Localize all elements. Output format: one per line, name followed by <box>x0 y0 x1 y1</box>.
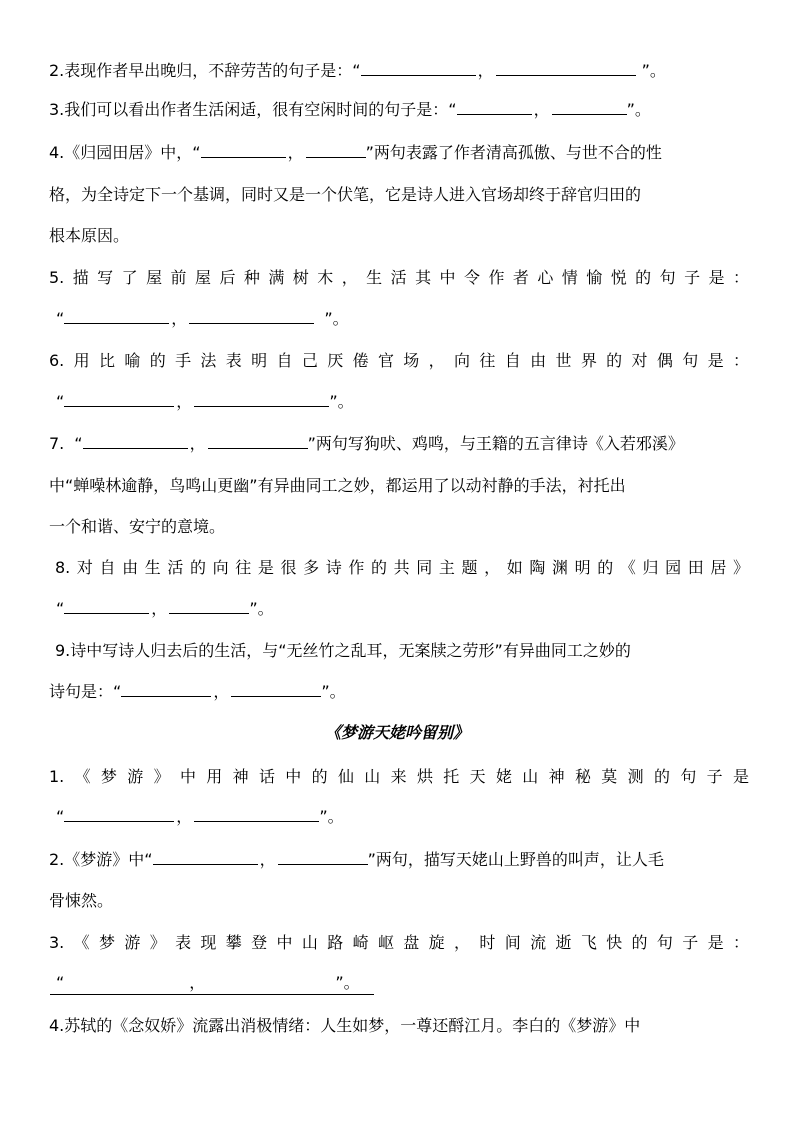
quote-open: “ <box>56 392 65 411</box>
quote-open: “ <box>74 434 83 453</box>
comma: ， <box>287 143 304 162</box>
answer-blank[interactable] <box>306 142 366 158</box>
quote-close: ”。 <box>249 599 274 618</box>
answer-blank[interactable] <box>189 308 314 324</box>
poem-question-2-line-2: 骨悚然。 <box>49 891 114 910</box>
question-5-answer <box>56 308 756 330</box>
question-3 <box>49 99 749 121</box>
question-text: ”两句写狗吠、鸡鸣，与王籍的五言律诗《入若邪溪》 <box>307 434 684 453</box>
comma: ， <box>176 807 193 826</box>
answer-blank[interactable] <box>64 806 174 822</box>
poem-question-4: 4.苏轼的《念奴娇》流露出消极情绪：人生如梦，一尊还酹江月。李白的《梦游》中 <box>49 1016 641 1035</box>
question-4-line-3: 根本原因。 <box>49 226 130 245</box>
quote-open: “ <box>113 682 122 701</box>
quote-close: ”。 <box>335 973 360 992</box>
comma: ， <box>189 434 206 453</box>
comma: ， <box>151 599 168 618</box>
quote-open: “ <box>448 100 457 119</box>
comma: ， <box>259 850 276 869</box>
quote-close: ”。 <box>319 807 344 826</box>
question-text: 7. <box>49 434 65 453</box>
answer-blank[interactable] <box>169 598 249 614</box>
quote-open: “ <box>144 850 153 869</box>
comma: ， <box>213 682 230 701</box>
question-text: 2.表现作者早出晚归，不辞劳苦的句子是： <box>49 61 353 80</box>
comma: ， <box>189 973 206 992</box>
poem-question-1: 1.《梦游》中用神话中的仙山来烘托天姥山神秘莫测的句子是 <box>49 767 749 786</box>
quote-open: “ <box>56 807 65 826</box>
answer-blank[interactable] <box>64 598 149 614</box>
question-9: 9.诗中写诗人归去后的生活，与“无丝竹之乱耳，无案牍之劳形”有异曲同工之妙的 <box>55 641 631 660</box>
comma: ， <box>533 100 550 119</box>
question-7-line-3: 一个和谐、安宁的意境。 <box>49 517 226 536</box>
question-8: 8.对自由生活的向往是很多诗作的共同主题，如陶渊明的《归园田居》 <box>55 558 749 577</box>
question-4-line-2: 格，为全诗定下一个基调，同时又是一个伏笔，它是诗人进入官场却终于辞官归田的 <box>49 185 642 204</box>
answer-blank[interactable] <box>496 60 636 76</box>
quote-open: “ <box>56 309 65 328</box>
quote-close: ”。 <box>626 100 651 119</box>
poem-question-2 <box>49 849 749 871</box>
answer-blank[interactable] <box>278 849 368 865</box>
quote-open: “ <box>352 61 361 80</box>
answer-blank[interactable] <box>457 99 532 115</box>
question-text: 4.《归园田居》中， <box>49 143 193 162</box>
question-4 <box>49 142 749 164</box>
quote-open: “ <box>192 143 201 162</box>
answer-blank[interactable] <box>64 391 174 407</box>
answer-blank[interactable] <box>121 681 211 697</box>
answer-blank[interactable] <box>231 681 321 697</box>
answer-blank[interactable] <box>153 849 258 865</box>
question-7-line-2: 中“蝉噪林逾静，鸟鸣山更幽”有异曲同工之妙，都运用了以动衬静的手法，衬托出 <box>49 476 626 495</box>
question-6: 6.用比喻的手法表明自己厌倦官场，向往自由世界的对偶句是： <box>49 351 749 370</box>
question-9-answer <box>49 681 749 703</box>
question-2 <box>49 60 749 82</box>
quote-close: ”。 <box>329 392 354 411</box>
quote-close: ”。 <box>321 682 346 701</box>
poem-question-3: 3.《梦游》表现攀登中山路崎岖盘旋，时间流逝飞快的句子是： <box>49 933 749 952</box>
answer-blank[interactable] <box>201 142 286 158</box>
comma: ， <box>176 392 193 411</box>
comma: ， <box>171 309 188 328</box>
question-text: 2.《梦游》中 <box>49 850 145 869</box>
answer-blank[interactable] <box>208 433 308 449</box>
answer-underline[interactable] <box>50 972 374 995</box>
answer-blank[interactable] <box>64 308 169 324</box>
quote-open: “ <box>56 599 65 618</box>
poem-question-1-answer <box>56 806 756 828</box>
question-text: ”两句表露了作者清高孤傲、与世不合的性 <box>365 143 662 162</box>
answer-blank[interactable] <box>552 99 627 115</box>
poem-question-3-answer <box>50 972 750 995</box>
comma: ， <box>477 61 494 80</box>
answer-blank[interactable] <box>194 806 319 822</box>
question-text: ”两句，描写天姥山上野兽的叫声，让人毛 <box>367 850 664 869</box>
question-8-answer <box>56 598 756 620</box>
quote-open: “ <box>56 973 65 992</box>
quote-close: ”。 <box>324 309 349 328</box>
section-title: 《梦游天姥吟留别》 <box>324 723 469 742</box>
quote-close: ”。 <box>641 61 666 80</box>
answer-blank[interactable] <box>194 391 329 407</box>
question-text: 诗句是： <box>49 682 114 701</box>
question-text: 3.我们可以看出作者生活闲适，很有空闲时间的句子是： <box>49 100 449 119</box>
answer-blank[interactable] <box>361 60 476 76</box>
question-5: 5.描写了屋前屋后种满树木，生活其中令作者心情愉悦的句子是： <box>49 268 749 287</box>
question-6-answer <box>56 391 756 413</box>
question-7 <box>49 433 749 455</box>
answer-blank[interactable] <box>83 433 188 449</box>
